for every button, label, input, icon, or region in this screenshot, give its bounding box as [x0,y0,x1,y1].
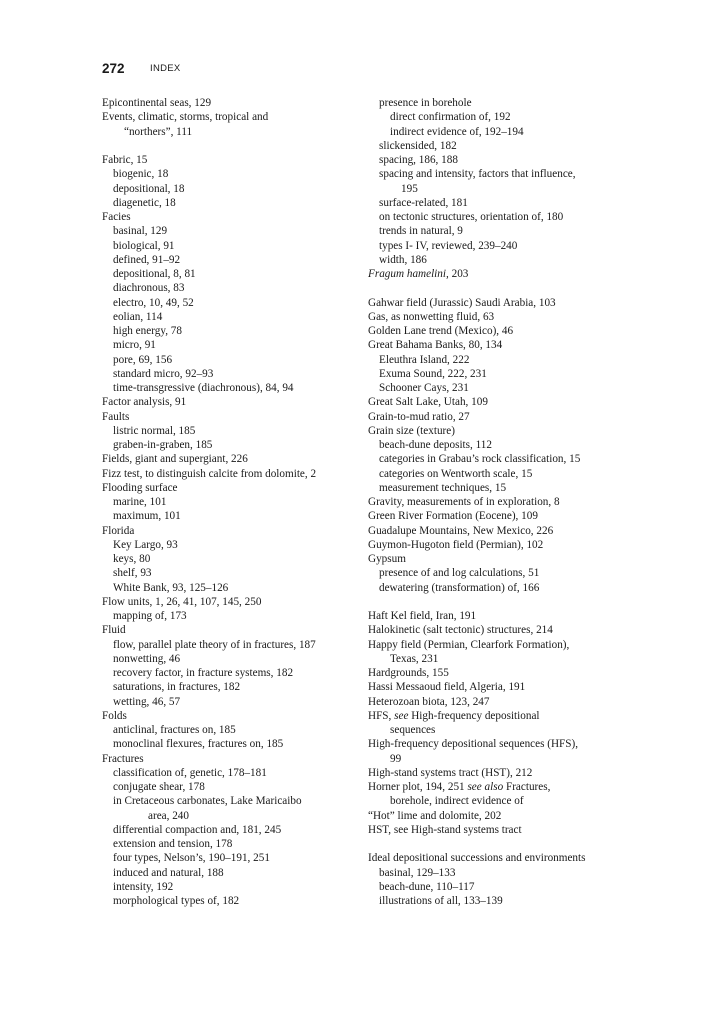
entry-text: standard micro, 92–93 [113,367,214,380]
index-entry [368,623,626,637]
index-entry [368,809,626,823]
index-subentry [102,509,354,523]
index-entry [102,752,354,766]
index-subentry [102,609,354,623]
index-subentry [368,96,626,110]
index-entry [368,737,626,751]
entry-text: maximum, 101 [113,510,181,523]
index-subentry [368,438,626,452]
entry-crossref: see also [467,781,504,793]
index-subentry [102,794,354,808]
entry-text: presence in borehole [379,97,472,109]
index-subentry [368,752,626,766]
entry-text: Great Salt Lake, Utah, 109 [368,396,488,409]
entry-text: conjugate shear, 178 [113,781,205,793]
index-subentry [368,894,626,908]
entry-text: nonwetting, 46 [113,652,181,665]
entry-text: HST, see High-stand systems tract [368,823,522,836]
entry-text: Flow units, 1, 26, 41, 107, 145, 250 [102,595,262,608]
entry-text: “Hot” lime and dolomite, 202 [368,809,502,822]
index-subentry [368,566,626,580]
entry-text: diagenetic, 18 [113,196,176,209]
index-subentry [368,210,626,224]
index-entry [368,638,626,652]
entry-text: 195 [401,182,418,195]
index-subentry [102,367,354,381]
index-entry [102,210,354,224]
index-entry [368,338,626,352]
index-subentry [368,481,626,495]
index-subentry [102,680,354,694]
entry-gap [102,139,354,153]
entry-text: listric normal, 185 [113,424,196,437]
entry-text: Golden Lane trend (Mexico), 46 [368,325,514,337]
entry-text: trends in natural, 9 [379,225,463,238]
index-subentry [368,139,626,153]
index-subentry [102,780,354,794]
index-subentry [368,239,626,253]
index-subentry [102,182,354,196]
entry-text: pore, 69, 156 [113,353,173,366]
index-subentry [368,794,626,808]
index-entry [368,296,626,310]
index-entry [368,766,626,780]
entry-text: electro, 10, 49, 52 [113,296,194,309]
entry-text: spacing and intensity, factors that influence, [379,168,576,181]
entry-text: Guadalupe Mountains, New Mexico, 226 [368,524,554,537]
entry-gap [368,595,626,609]
entry-text: Grain size (texture) [368,424,455,437]
entry-text: Fluid [102,624,126,637]
index-entry [102,467,354,481]
index-subentry [102,552,354,566]
entry-text: induced and natural, 188 [113,866,224,879]
entry-text: intensity, 192 [113,880,174,893]
index-entry [368,609,626,623]
entry-text: Exuma Sound, 222, 231 [379,367,487,380]
entry-text: biological, 91 [113,239,175,252]
index-entry [368,495,626,509]
entry-text: Epicontinental seas, 129 [102,97,212,109]
index-entry [102,481,354,495]
entry-text: Texas, 231 [390,652,439,665]
index-entry [368,424,626,438]
index-entry [368,666,626,680]
index-entry [368,538,626,552]
index-subentry [368,381,626,395]
index-subentry [368,866,626,880]
entry-text: biogenic, 18 [113,168,169,181]
index-subentry [102,581,354,595]
entry-text: basinal, 129 [113,225,168,238]
entry-text: classification of, genetic, 178–181 [113,766,267,779]
entry-gap [368,837,626,851]
entry-text: Grain-to-mud ratio, 27 [368,410,470,423]
index-entry [368,509,626,523]
entry-text: in Cretaceous carbonates, Lake Maricaibo [113,795,302,808]
index-entry [368,823,626,837]
entry-text: width, 186 [379,253,427,266]
index-subentry [102,566,354,580]
entry-text: four types, Nelson’s, 190–191, 251 [113,852,270,865]
entry-text: measurement techniques, 15 [379,481,507,494]
entry-text: Gypsum [368,553,406,565]
index-subentry [368,182,626,196]
index-subentry [368,224,626,238]
entry-text: indirect evidence of, 192–194 [390,125,524,138]
entry-text: Faults [102,410,130,423]
entry-text: differential compaction and, 181, 245 [113,823,282,836]
entry-text: saturations, in fractures, 182 [113,681,241,694]
entry-text: defined, 91–92 [113,253,181,266]
index-subentry [102,866,354,880]
entry-text: micro, 91 [113,339,156,352]
index-entry [368,780,626,794]
index-subentry [102,837,354,851]
entry-text: anticlinal, fractures on, 185 [113,724,236,736]
index-subentry [102,666,354,680]
index-entry [368,310,626,324]
entry-text: high energy, 78 [113,325,182,337]
entry-text: illustrations of all, 133–139 [379,895,503,907]
entry-text: spacing, 186, 188 [379,154,458,166]
entry-text: Guymon-Hugoton field (Permian), 102 [368,538,544,551]
entry-text: on tectonic structures, orientation of, 180 [379,211,564,223]
entry-text: Fabric, 15 [102,154,148,166]
entry-text: types I- IV, reviewed, 239–240 [379,239,518,252]
index-subentry [102,809,354,823]
entry-text: depositional, 18 [113,182,185,195]
index-entry [368,695,626,709]
entry-text-after: 203 [448,268,469,280]
index-subentry [102,538,354,552]
index-subentry [102,766,354,780]
index-entry [102,410,354,424]
index-subentry [102,267,354,281]
index-subentry [102,880,354,894]
entry-text: HFS, [368,709,395,722]
entry-text: Ideal depositional successions and environments [368,852,586,865]
entry-text: Fragum hamelini, [368,268,449,280]
index-subentry [102,652,354,666]
index-entry [102,623,354,637]
entry-text: beach-dune deposits, 112 [379,439,492,451]
entry-text: Gahwar field (Jurassic) Saudi Arabia, 103 [368,296,556,309]
index-subentry [102,239,354,253]
running-head: INDEX [150,63,181,74]
entry-text: wetting, 46, 57 [113,695,181,708]
index-column-right [368,96,626,908]
entry-text: dewatering (transformation) of, 166 [379,581,540,594]
index-entry [368,410,626,424]
entry-text: Gas, as nonwetting fluid, 63 [368,310,495,323]
index-subentry [368,880,626,894]
entry-text: monoclinal flexures, fractures on, 185 [113,738,284,751]
entry-text: extension and tension, 178 [113,838,233,850]
index-entry [102,395,354,409]
index-subentry [368,652,626,666]
index-entry [102,110,354,124]
entry-text: sequences [390,724,436,736]
index-subentry [102,281,354,295]
index-subentry [102,424,354,438]
entry-text: depositional, 8, 81 [113,268,196,280]
index-subentry [368,110,626,124]
index-subentry [102,296,354,310]
entry-text: Great Bahama Banks, 80, 134 [368,339,503,352]
entry-text: Schooner Cays, 231 [379,382,469,394]
index-entry [368,267,626,281]
entry-text: 99 [390,752,402,765]
entry-text: slickensided, 182 [379,139,457,152]
entry-text: Fizz test, to distinguish calcite from dolomite, 2 [102,467,317,480]
index-subentry [102,495,354,509]
entry-text: White Bank, 93, 125–126 [113,581,229,594]
entry-text: Eleuthra Island, 222 [379,353,470,366]
index-subentry [368,723,626,737]
index-subentry [368,196,626,210]
index-subentry [102,695,354,709]
entry-text: shelf, 93 [113,567,152,580]
entry-text: “northers”, 111 [124,125,193,138]
index-subentry [368,367,626,381]
entry-text: High-stand systems tract (HST), 212 [368,766,533,779]
index-subentry [102,125,354,139]
entry-text: Factor analysis, 91 [102,396,187,409]
entry-text: morphological types of, 182 [113,895,240,907]
index-subentry [102,338,354,352]
index-entry [102,153,354,167]
entry-text: Horner plot, 194, 251 [368,781,468,793]
index-subentry [368,581,626,595]
entry-text: recovery factor, in fracture systems, 182 [113,667,294,679]
index-subentry [368,452,626,466]
entry-text: Heterozoan biota, 123, 247 [368,695,490,708]
entry-text: Events, climatic, storms, tropical and [102,111,269,124]
index-entry [102,96,354,110]
index-entry [368,524,626,538]
entry-text: graben-in-graben, 185 [113,439,213,451]
entry-text: Fractures [102,752,144,765]
entry-text: Florida [102,524,135,537]
entry-text: Happy field (Permian, Clearfork Formation), [368,638,570,651]
entry-text: marine, 101 [113,496,167,508]
index-subentry [102,851,354,865]
index-subentry [102,353,354,367]
entry-text: direct confirmation of, 192 [390,111,511,124]
entry-text: Haft Kel field, Iran, 191 [368,610,477,622]
index-subentry [368,253,626,267]
entry-text: Hardgrounds, 155 [368,667,449,679]
entry-text: Gravity, measurements of in exploration, 8 [368,496,560,508]
entry-text: Facies [102,211,131,223]
index-subentry [102,196,354,210]
index-subentry [368,467,626,481]
entry-text: Key Largo, 93 [113,538,178,551]
page-number: 272 [102,61,125,76]
entry-text: surface-related, 181 [379,196,468,209]
index-subentry [102,167,354,181]
index-subentry [102,224,354,238]
entry-text: flow, parallel plate theory of in fractures, 187 [113,638,316,651]
entry-text: categories on Wentworth scale, 15 [379,467,533,480]
entry-text: keys, 80 [113,553,151,565]
index-subentry [102,823,354,837]
index-subentry [368,125,626,139]
entry-text: Folds [102,709,127,722]
entry-text: Halokinetic (salt tectonic) structures, 214 [368,624,553,637]
index-entry [102,709,354,723]
entry-text: basinal, 129–133 [379,866,456,879]
index-subentry [102,737,354,751]
entry-text: Hassi Messaoud field, Algeria, 191 [368,681,526,694]
index-entry [102,524,354,538]
index-entry [368,395,626,409]
index-subentry [102,324,354,338]
entry-text: categories in Grabau’s rock classification, 15 [379,453,581,466]
entry-text: time-transgressive (diachronous), 84, 94 [113,382,294,394]
index-subentry [102,894,354,908]
index-subentry [102,438,354,452]
entry-text: mapping of, 173 [113,610,187,622]
entry-text: High-frequency depositional sequences (HFS), [368,738,579,751]
entry-crossref: see [394,709,409,722]
index-entry [368,552,626,566]
entry-text: diachronous, 83 [113,282,185,295]
index-subentry [102,723,354,737]
entry-text: Fields, giant and supergiant, 226 [102,453,248,466]
index-entry [368,851,626,865]
entry-text: presence of and log calculations, 51 [379,567,540,580]
index-entry [368,680,626,694]
entry-text: Green River Formation (Eocene), 109 [368,510,538,523]
entry-text: eolian, 114 [113,310,163,323]
index-column-left [102,96,354,908]
index-entry [368,324,626,338]
entry-text-after: High-frequency depositional [408,709,540,722]
index-subentry [102,310,354,324]
entry-text: beach-dune, 110–117 [379,880,475,893]
index-subentry [102,253,354,267]
entry-gap [368,281,626,295]
index-subentry [368,153,626,167]
index-subentry [102,381,354,395]
entry-text: area, 240 [148,809,189,822]
index-entry [102,452,354,466]
index-entry [102,595,354,609]
entry-text-after: Fractures, [503,781,551,793]
entry-text: borehole, indirect evidence of [390,795,524,808]
index-subentry [368,167,626,181]
index-entry [368,709,626,723]
index-subentry [102,638,354,652]
entry-text: Flooding surface [102,481,178,494]
index-subentry [368,353,626,367]
